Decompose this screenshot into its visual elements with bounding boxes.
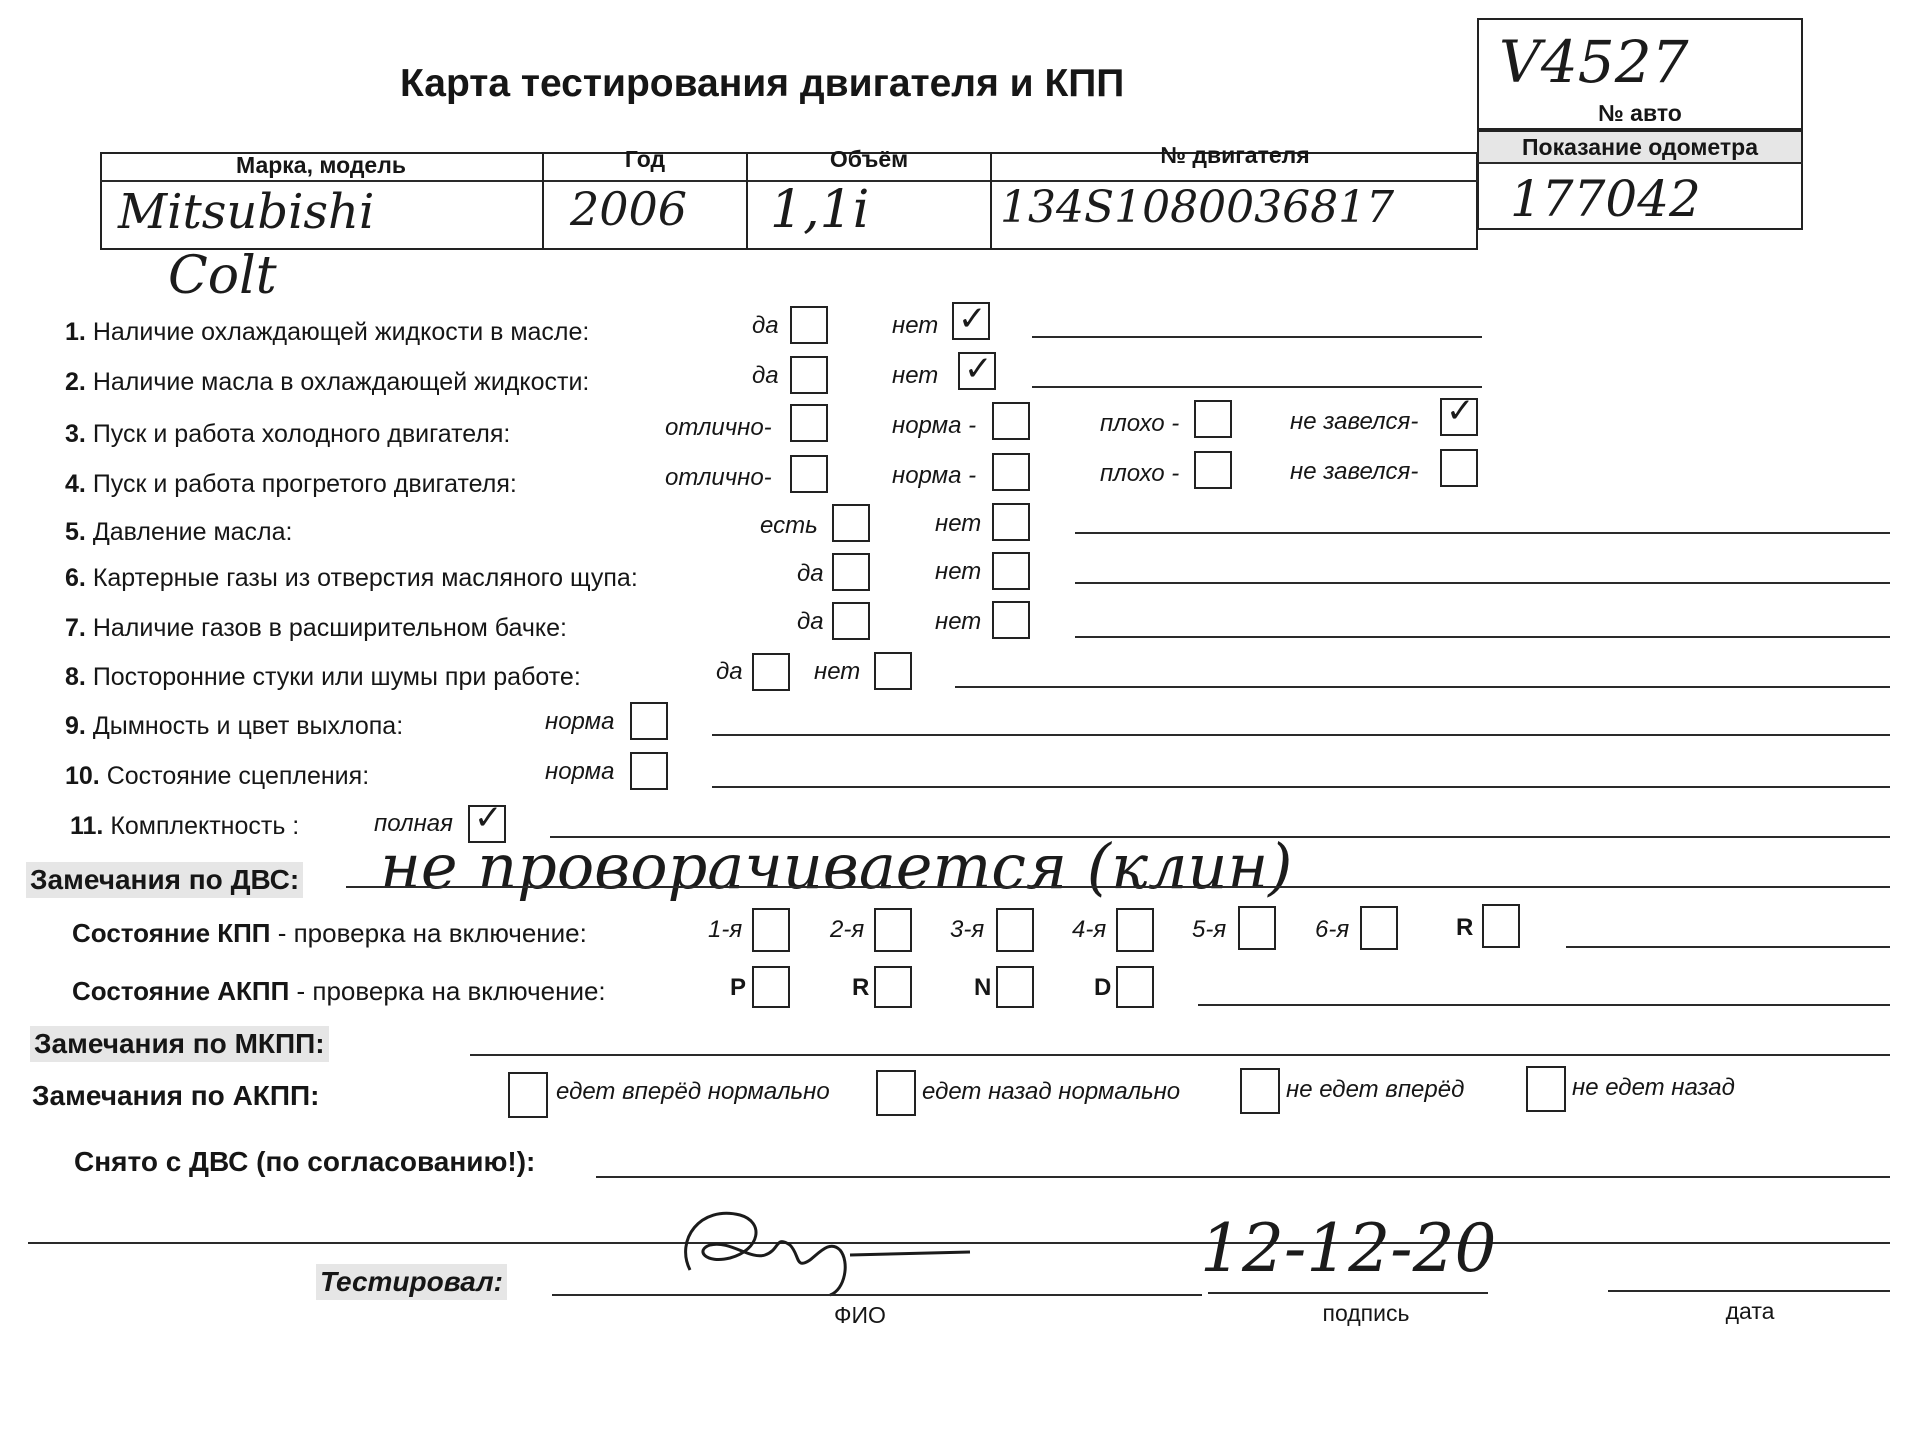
sign-caption: подпись [1322,1300,1410,1326]
q2-no-checkbox[interactable] [958,349,996,390]
akpp-gear-r-label: R [852,974,870,1001]
kpp-gear-6-label: 6-я [1315,916,1350,943]
q5-option-yes-label: есть [760,512,818,539]
sign-line [1208,1292,1488,1294]
q2-option-no-label: нет [892,362,939,389]
akpp-gear-r-checkbox[interactable] [874,966,912,1008]
q6-option-no-label: нет [935,558,982,585]
signature-scribble [670,1200,1000,1300]
q8-notes-line [955,686,1890,688]
akpp-forward-ok-label: едет вперёд нормально [556,1078,830,1105]
header-volume: Объём [829,146,909,172]
akpp-label: Состояние АКПП - проверка на включение: [72,976,606,1006]
date-caption: дата [1725,1298,1775,1324]
vehicle-table [100,130,1803,250]
q5-notes-line [1075,532,1890,534]
akpp-gear-p-checkbox[interactable] [752,966,790,1008]
question-5: 5. Давление масла: [65,518,293,546]
kpp-gear-3-checkbox[interactable] [996,908,1034,952]
q2-yes-checkbox[interactable] [790,356,828,394]
car-number-label: № авто [1598,100,1682,126]
fio-caption: ФИО [834,1302,886,1328]
tested-by-label: Тестировал: [316,1264,507,1300]
value-volume: 1,1i [770,180,870,240]
checkmark-icon: ✓ [474,798,503,838]
question-6: 6. Картерные газы из отверстия масляного щупа: [65,564,638,592]
akpp-gear-d-checkbox[interactable] [1116,966,1154,1008]
q3-no-start-checkbox[interactable] [1440,391,1478,436]
q4-option-excellent-label: отлично- [665,464,772,491]
q1-yes-checkbox[interactable] [790,306,828,344]
header-year: Год [624,146,666,172]
kpp-gear-5-checkbox[interactable] [1238,906,1276,950]
q10-normal-checkbox[interactable] [630,752,668,790]
header-odometer: Показание одометра [1522,134,1758,160]
q7-option-yes-label: да [797,608,824,635]
q6-yes-checkbox[interactable] [832,553,870,591]
q4-normal-checkbox[interactable] [992,453,1030,491]
kpp-gear-4-label: 4-я [1072,916,1107,943]
q3-option-normal-label: норма - [892,412,977,439]
value-model-extra: Colt [168,246,277,306]
q6-option-yes-label: да [797,560,824,587]
q8-option-yes-label: да [716,658,743,685]
kpp-notes-line [1566,946,1890,948]
kpp-gear-1-label: 1-я [708,916,743,943]
akpp-gear-p-label: P [730,974,747,1001]
kpp-gear-3-label: 3-я [950,916,985,943]
akpp-notes-line [1198,1004,1890,1006]
q4-option-no-start-label: не завелся- [1290,458,1419,485]
q4-excellent-checkbox[interactable] [790,455,828,493]
kpp-gear-r-label: R [1456,914,1474,941]
value-year: 2006 [570,182,688,236]
q2-option-yes-label: да [752,362,779,389]
q3-option-bad-label: плохо - [1100,410,1180,437]
kpp-gear-2-label: 2-я [830,916,865,943]
q7-yes-checkbox[interactable] [832,602,870,640]
q7-notes-line [1075,636,1890,638]
akpp-forward-ok-checkbox[interactable] [508,1072,548,1118]
removed-line [596,1176,1890,1178]
q3-option-no-start-label: не завелся- [1290,408,1419,435]
q8-yes-checkbox[interactable] [752,653,790,691]
q6-notes-line [1075,582,1890,584]
date-handwritten: 12-12-20 [1200,1210,1497,1287]
q3-option-excellent-label: отлично- [665,414,772,441]
q10-option-normal-label: норма [545,758,615,785]
q4-option-bad-label: плохо - [1100,460,1180,487]
q1-option-yes-label: да [752,312,779,339]
page-title: Карта тестирования двигателя и КПП [400,62,1125,105]
question-2: 2. Наличие масла в охлаждающей жидкости: [65,368,590,396]
akpp-gear-n-label: N [974,974,992,1001]
kpp-gear-1-checkbox[interactable] [752,908,790,952]
akpp-no-forward-checkbox[interactable] [1240,1068,1280,1114]
q8-option-no-label: нет [814,658,861,685]
question-4: 4. Пуск и работа прогретого двигателя: [65,470,517,498]
dvs-remarks-label: Замечания по ДВС: [26,862,303,898]
checkmark-icon: ✓ [958,299,987,339]
kpp-gear-4-checkbox[interactable] [1116,908,1154,952]
fio-line [552,1294,1202,1296]
q10-notes-line [712,786,1890,788]
q11-option-full-label: полная [374,810,453,837]
q7-no-checkbox[interactable] [992,601,1030,639]
akpp-no-backward-checkbox[interactable] [1526,1066,1566,1112]
akpp-gear-n-checkbox[interactable] [996,966,1034,1008]
q2-notes-line [1032,386,1482,388]
dvs-remarks-handwritten: не проворачивается (клин) [380,830,1293,903]
q5-option-no-label: нет [935,510,982,537]
akpp-backward-ok-label: едет назад нормально [922,1078,1181,1105]
q6-no-checkbox[interactable] [992,552,1030,590]
date-line [1608,1290,1890,1292]
q9-normal-checkbox[interactable] [630,702,668,740]
kpp-label: Состояние КПП - проверка на включение: [72,918,587,948]
question-8: 8. Посторонние стуки или шумы при работе: [65,663,581,691]
dvs-remarks-line [346,886,1890,888]
q9-option-normal-label: норма [545,708,615,735]
akpp-remarks-label: Замечания по АКПП: [32,1080,320,1111]
q3-excellent-checkbox[interactable] [790,404,828,442]
q8-no-checkbox[interactable] [874,652,912,690]
akpp-no-forward-label: не едет вперёд [1286,1076,1465,1103]
q4-bad-checkbox[interactable] [1194,451,1232,489]
header-make-model: Марка, модель [236,152,406,178]
car-number-box [1477,18,1803,130]
kpp-gear-r-checkbox[interactable] [1482,904,1520,948]
q3-normal-checkbox[interactable] [992,402,1030,440]
q9-notes-line [712,734,1890,736]
question-1: 1. Наличие охлаждающей жидкости в масле: [65,318,590,346]
question-3: 3. Пуск и работа холодного двигателя: [65,420,511,448]
akpp-no-backward-label: не едет назад [1572,1074,1735,1101]
q5-yes-checkbox[interactable] [832,504,870,542]
kpp-gear-6-checkbox[interactable] [1360,906,1398,950]
akpp-backward-ok-checkbox[interactable] [876,1070,916,1116]
checkmark-icon: ✓ [1446,391,1475,431]
q1-option-no-label: нет [892,312,939,339]
q3-bad-checkbox[interactable] [1194,400,1232,438]
question-11: 11. Комплектность : [70,812,300,840]
value-engine-number: 134S1080036817 [1000,182,1395,233]
question-9: 9. Дымность и цвет выхлопа: [65,712,404,740]
car-number-handwritten: V4527 [1499,28,1689,96]
value-odometer: 177042 [1510,170,1701,228]
header-engine-number: № двигателя [1160,142,1310,168]
q4-no-start-checkbox[interactable] [1440,449,1478,487]
mkpp-remarks-label: Замечания по МКПП: [30,1026,329,1062]
checkmark-icon: ✓ [964,349,993,389]
question-7: 7. Наличие газов в расширительном бачке: [65,614,567,642]
removed-label: Снято с ДВС (по согласованию!): [74,1146,536,1177]
q7-option-no-label: нет [935,608,982,635]
q1-no-checkbox[interactable] [952,299,990,340]
q4-option-normal-label: норма - [892,462,977,489]
mkpp-remarks-line [470,1054,1890,1056]
kpp-gear-5-label: 5-я [1192,916,1227,943]
kpp-gear-2-checkbox[interactable] [874,908,912,952]
q1-notes-line [1032,336,1482,338]
akpp-gear-d-label: D [1094,974,1112,1001]
value-make-model: Mitsubishi [118,184,375,240]
question-10: 10. Состояние сцепления: [65,762,370,790]
q5-no-checkbox[interactable] [992,503,1030,541]
